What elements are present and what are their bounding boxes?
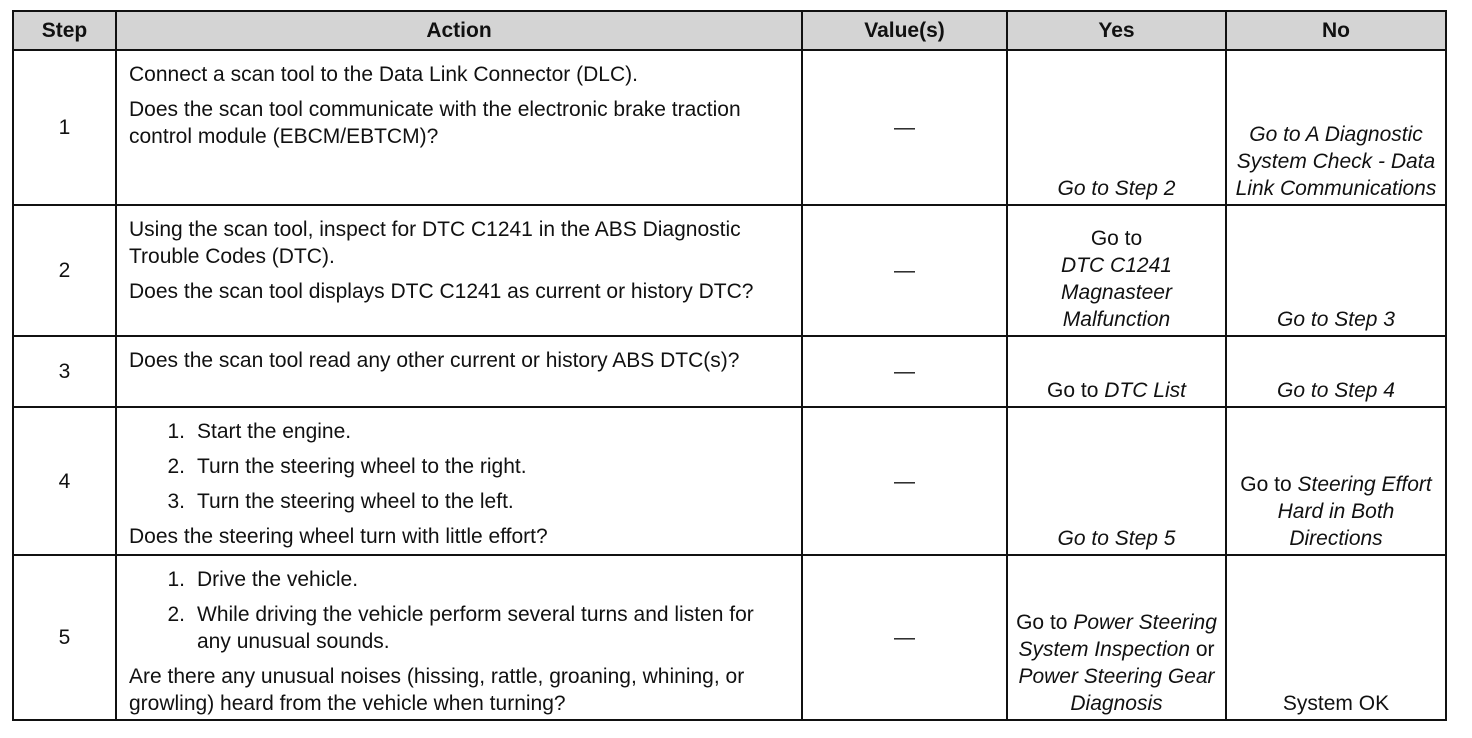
yes-link[interactable]: Go to Step 5 xyxy=(1057,527,1176,550)
header-no: No xyxy=(1226,11,1446,50)
substep-number: 2. xyxy=(167,455,185,478)
yes-prefix: Go to xyxy=(1090,227,1143,250)
no-cell xyxy=(1226,336,1446,407)
no-cell xyxy=(1226,205,1446,336)
substep-number: 2. xyxy=(167,603,185,626)
table-row xyxy=(13,50,1446,205)
yes-prefix: Go to xyxy=(1047,379,1099,402)
no-result: System OK xyxy=(1282,692,1390,715)
substep-list xyxy=(129,418,791,515)
list-item xyxy=(129,488,791,515)
yes-cell xyxy=(1007,407,1226,555)
list-item xyxy=(129,453,791,480)
table-row xyxy=(13,407,1446,555)
yes-cell xyxy=(1007,50,1226,205)
action-cell xyxy=(116,555,802,720)
action-question: Does the scan tool read any other current or history ABS DTC(s)? xyxy=(129,349,740,372)
action-question: Does the scan tool displays DTC C1241 as current or history DTC? xyxy=(129,280,754,303)
action-cell xyxy=(116,50,802,205)
no-cell xyxy=(1226,407,1446,555)
no-cell xyxy=(1226,555,1446,720)
substep-text: Turn the steering wheel to the left. xyxy=(197,490,514,513)
no-link[interactable]: Go to A Diagnostic System Check - Data Link Communications xyxy=(1235,123,1437,200)
step-number: 5 xyxy=(13,555,116,720)
yes-link[interactable]: DTC C1241 Magnasteer Malfunction xyxy=(1061,254,1172,331)
value-cell: — xyxy=(802,205,1007,336)
action-cell xyxy=(116,205,802,336)
value-cell: — xyxy=(802,407,1007,555)
substep-number: 3. xyxy=(167,490,185,513)
substep-list xyxy=(129,566,791,655)
action-text: Using the scan tool, inspect for DTC C1241 in the ABS Diagnostic Trouble Codes (DTC). xyxy=(129,218,741,268)
action-question: Does the steering wheel turn with little effort? xyxy=(129,525,548,548)
substep-number: 1. xyxy=(167,568,185,591)
list-item xyxy=(129,566,791,593)
substep-text: While driving the vehicle perform several turns and listen for any unusual sounds. xyxy=(197,603,754,653)
action-cell xyxy=(116,336,802,407)
substep-text: Start the engine. xyxy=(197,420,352,443)
yes-prefix: Go to xyxy=(1016,611,1068,634)
action-question: Are there any unusual noises (hissing, rattle, groaning, whining, or growling) heard from the vehicle when turning? xyxy=(129,665,745,715)
yes-cell xyxy=(1007,336,1226,407)
yes-link-gear-diagnosis[interactable]: Power Steering Gear Diagnosis xyxy=(1018,665,1215,715)
header-action: Action xyxy=(116,11,802,50)
header-step: Step xyxy=(13,11,116,50)
no-link[interactable]: Go to Step 3 xyxy=(1277,308,1395,331)
yes-link[interactable]: Go to Step 2 xyxy=(1057,177,1176,200)
list-item xyxy=(129,418,791,445)
diagnostic-table xyxy=(12,10,1447,721)
header-row xyxy=(13,11,1446,50)
value-cell: — xyxy=(802,336,1007,407)
header-values: Value(s) xyxy=(802,11,1007,50)
yes-link-inspection[interactable]: Power Steering System Inspection xyxy=(1018,611,1217,661)
no-cell xyxy=(1226,50,1446,205)
list-item xyxy=(129,601,791,655)
table-row xyxy=(13,205,1446,336)
yes-or: or xyxy=(1195,638,1215,661)
header-yes: Yes xyxy=(1007,11,1226,50)
substep-text: Drive the vehicle. xyxy=(197,568,359,591)
substep-text: Turn the steering wheel to the right. xyxy=(197,455,527,478)
table-row xyxy=(13,555,1446,720)
no-link[interactable]: Steering Effort Hard in Both Directions xyxy=(1277,473,1432,550)
no-prefix: Go to xyxy=(1240,473,1292,496)
step-number: 2 xyxy=(13,205,116,336)
action-question: Does the scan tool communicate with the electronic brake traction control module (EBCM/EBTCM)? xyxy=(129,98,741,148)
table-row xyxy=(13,336,1446,407)
substep-number: 1. xyxy=(167,420,185,443)
value-cell: — xyxy=(802,50,1007,205)
yes-cell xyxy=(1007,205,1226,336)
step-number: 1 xyxy=(13,50,116,205)
step-number: 4 xyxy=(13,407,116,555)
action-cell xyxy=(116,407,802,555)
yes-link[interactable]: DTC List xyxy=(1104,379,1186,402)
value-cell: — xyxy=(802,555,1007,720)
yes-cell xyxy=(1007,555,1226,720)
step-number: 3 xyxy=(13,336,116,407)
action-text: Connect a scan tool to the Data Link Connector (DLC). xyxy=(129,63,638,86)
no-link[interactable]: Go to Step 4 xyxy=(1277,379,1395,402)
